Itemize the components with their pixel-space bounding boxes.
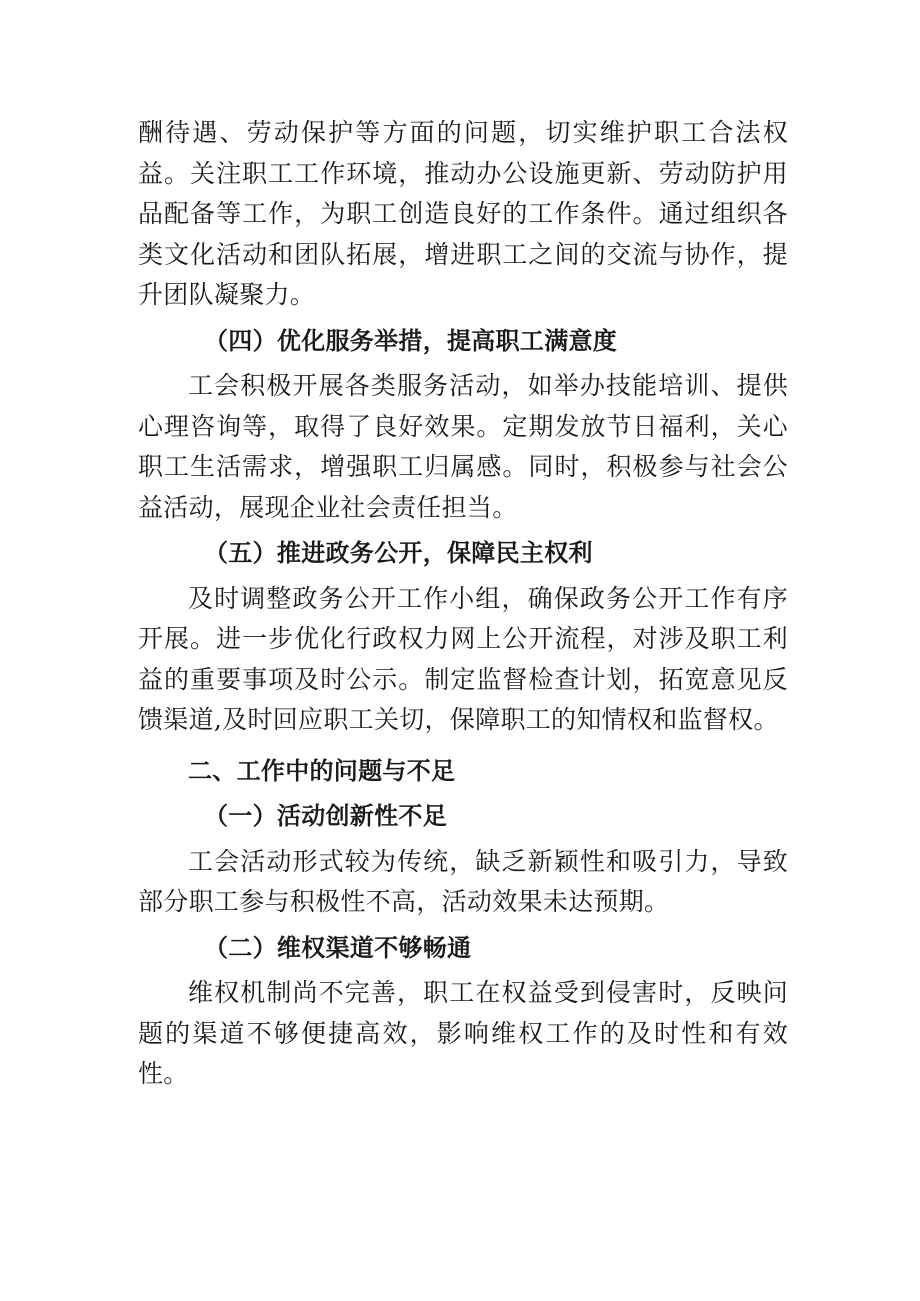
section-heading-5: （五）推进政务公开，保障民主权利 — [204, 539, 593, 567]
part-two-heading: 二、工作中的问题与不足 — [188, 756, 456, 785]
document-body — [138, 113, 788, 1095]
problem-heading-2: （二）维权渠道不够畅通 — [204, 933, 472, 962]
section-body-5: 及时调整政务公开工作小组，确保政务公开工作有序开展。进一步优化行政权力网上公开流程，对涉及职工利益的重要事项及时公示。制定监督检查计划，拓宽意见反馈渠道,及时回应职工关切，保障职工的知情权和监督权。 — [138, 583, 788, 734]
problem-heading-1: （一）活动创新性不足 — [204, 802, 447, 830]
section-heading-4: （四）优化服务举措，提高职工满意度 — [204, 326, 618, 355]
section-body-4: 工会积极开展各类服务活动，如举办技能培训、提供心理咨询等，取得了良好效果。定期发放节日福利，关心职工生活需求，增强职工归属感。同时，积极参与社会公益活动，展现企业社会责任担当。 — [138, 371, 788, 522]
problem-body-2: 维权机制尚不完善，职工在权益受到侵害时，反映问题的渠道不够便捷高效，影响维权工作的及时性和有效性。 — [138, 978, 788, 1088]
continued-paragraph: 酬待遇、劳动保护等方面的问题，切实维护职工合法权益。关注职工工作环境，推动办公设施更新、劳动防护用品配备等工作，为职工创造良好的工作条件。通过组织各类文化活动和团队拓展，增进职工之间的交流与协作，提升团队凝聚力。 — [138, 118, 788, 309]
problem-body-1: 工会活动形式较为传统，缺乏新颖性和吸引力，导致部分职工参与积极性不高，活动效果未达预期。 — [138, 846, 788, 916]
